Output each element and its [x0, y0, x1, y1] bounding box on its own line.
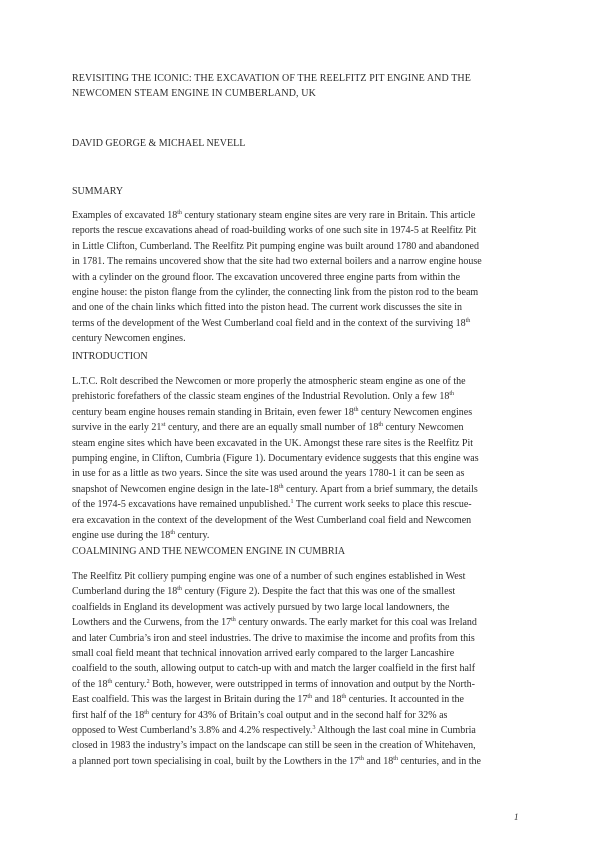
text-line: engine house: the piston flange from the cylinder, the connecting link from the piston rod to the beam — [72, 287, 479, 299]
text-line: of the 18th century.$^2$ Both, however, were outstripped in terms of innovation and output by the North- — [72, 678, 475, 690]
superscript: th — [170, 530, 175, 537]
coalmining-paragraph — [72, 569, 524, 769]
text-line: opposed to West Cumberland’s 3.8% and 4.2% respectively.$^3$ Although the last coal mine in Cumbria — [72, 725, 476, 737]
section-heading: INTRODUCTION — [72, 351, 148, 362]
introduction-paragraph — [72, 374, 524, 543]
text-line: snapshot of Newcomen engine design in the late-18th century. Apart from a brief summary, the details — [72, 483, 478, 495]
text-line: steam engine sites which have been excavated in the UK. Amongst these rare sites is the Reelfitz Pit — [72, 437, 473, 449]
summary-paragraph — [72, 208, 524, 347]
text-line: East coalfield. This was the largest in Britain during the 17th and 18th centuries. It accounted in the — [72, 694, 464, 706]
text-line: reports the rescue excavations ahead of road-building works of one such site in 1974-5 at Reelfitz Pit — [72, 225, 477, 237]
superscript: 1 — [290, 499, 294, 506]
text-line: Examples of excavated 18th century stationary steam engine sites are very rare in Britain. This article — [72, 210, 476, 221]
text-line: L.T.C. Rolt described the Newcomen or more properly the atmospheric steam engine as one of the — [72, 376, 466, 387]
text-line: prehistoric forefathers of the classic steam engines of the Industrial Revolution. Only a few 18th — [72, 391, 455, 403]
superscript: th — [177, 586, 182, 593]
author-line: DAVID GEORGE & MICHAEL NEVELL — [72, 138, 246, 149]
page-number: 1 — [514, 812, 519, 822]
superscript: th — [144, 709, 149, 716]
text-line: Lowthers and the Curwens, from the 17th century onwards. The early market for this coal was Ireland — [72, 617, 477, 629]
superscript: th — [177, 210, 182, 216]
superscript: th — [378, 422, 383, 429]
text-line: a planned port town specialising in coal, built by the Lowthers in the 17th and 18th centuries, and in the — [72, 755, 481, 767]
superscript: th — [307, 694, 313, 701]
superscript: th — [359, 755, 364, 762]
superscript: th — [107, 678, 113, 685]
text-line: The Reelfitz Pit colliery pumping engine was one of a number of such engines established in West — [72, 571, 466, 582]
text-line: in Little Clifton, Cumberland. The Reelfitz Pit pumping engine was built around 1780 and abandoned — [72, 240, 479, 252]
text-line: era excavation in the context of the development of the West Cumberland coal field and Newcomen — [72, 514, 472, 526]
text-line: terms of the development of the West Cumberland coal field and in the context of the surviving 18th — [72, 317, 471, 329]
text-line: century Newcomen engines. — [72, 333, 186, 345]
superscript: st — [161, 422, 166, 429]
superscript: th — [393, 755, 398, 762]
text-line: first half of the 18th century for 43% of Britain’s coal output and in the second half for 32% as — [72, 709, 448, 721]
superscript: th — [353, 406, 359, 413]
superscript: th — [231, 617, 236, 624]
text-line: coalfields in England its development was actively pursued by two large local landowners, the — [72, 601, 450, 613]
superscript: th — [278, 483, 284, 490]
title-line: NEWCOMEN STEAM ENGINE IN CUMBERLAND, UK — [72, 88, 316, 99]
paper-title — [72, 71, 524, 101]
text-line: in 1781. The remains uncovered show that the site had two external boilers and a narrow engine house — [72, 256, 482, 268]
text-line: Cumberland during the 18th century (Figure 2). Despite the fact that this was one of the smallest — [72, 586, 456, 598]
text-line: coalfield to the south, allowing output to catch-up with and match the larger coalfield in the first half — [72, 663, 476, 675]
superscript: th — [465, 317, 471, 324]
superscript: th — [341, 694, 347, 701]
section-heading: SUMMARY — [72, 186, 124, 197]
title-line: REVISITING THE ICONIC: THE EXCAVATION OF THE REELFITZ PIT ENGINE AND THE — [72, 73, 471, 84]
text-line: century beam engine houses remain standing in Britain, even fewer 18th century Newcomen engines — [72, 406, 473, 418]
text-line: pumping engine, in Clifton, Cumbria (Figure 1). Documentary evidence suggests that this engine was — [72, 453, 479, 465]
text-line: and one of the chain links which fitted into the piston head. The current work discusses the site in — [72, 302, 463, 314]
text-line: with a cylinder on the ground floor. The excavation uncovered three engine parts from within the — [72, 271, 461, 283]
text-line: engine use during the 18th century. — [72, 530, 210, 542]
superscript: 3 — [312, 725, 316, 732]
section-heading: COALMINING AND THE NEWCOMEN ENGINE IN CUMBRIA — [72, 546, 346, 557]
text-line: closed in 1983 the industry’s impact on the landscape can still be seen in the creation of Whitehaven, — [72, 740, 476, 752]
text-line: in use for as a little as two years. Since the site was used around the years 1780-1 it can be seen as — [72, 468, 465, 480]
text-line: of the 1974-5 excavations have remained unpublished.$^1$ The current work seeks to place this rescue- — [72, 499, 472, 511]
text-line: survive in the early 21st century, and there are an equally small number of 18th century Newcomen — [72, 422, 464, 434]
superscript: th — [449, 391, 455, 398]
text-line: and later Cumbria’s iron and steel industries. The drive to maximise the income and profits from this — [72, 632, 475, 644]
text-line: small coal field meant that technical innovation arrived early compared to the larger Lancashire — [72, 648, 455, 660]
superscript: 2 — [146, 678, 150, 685]
